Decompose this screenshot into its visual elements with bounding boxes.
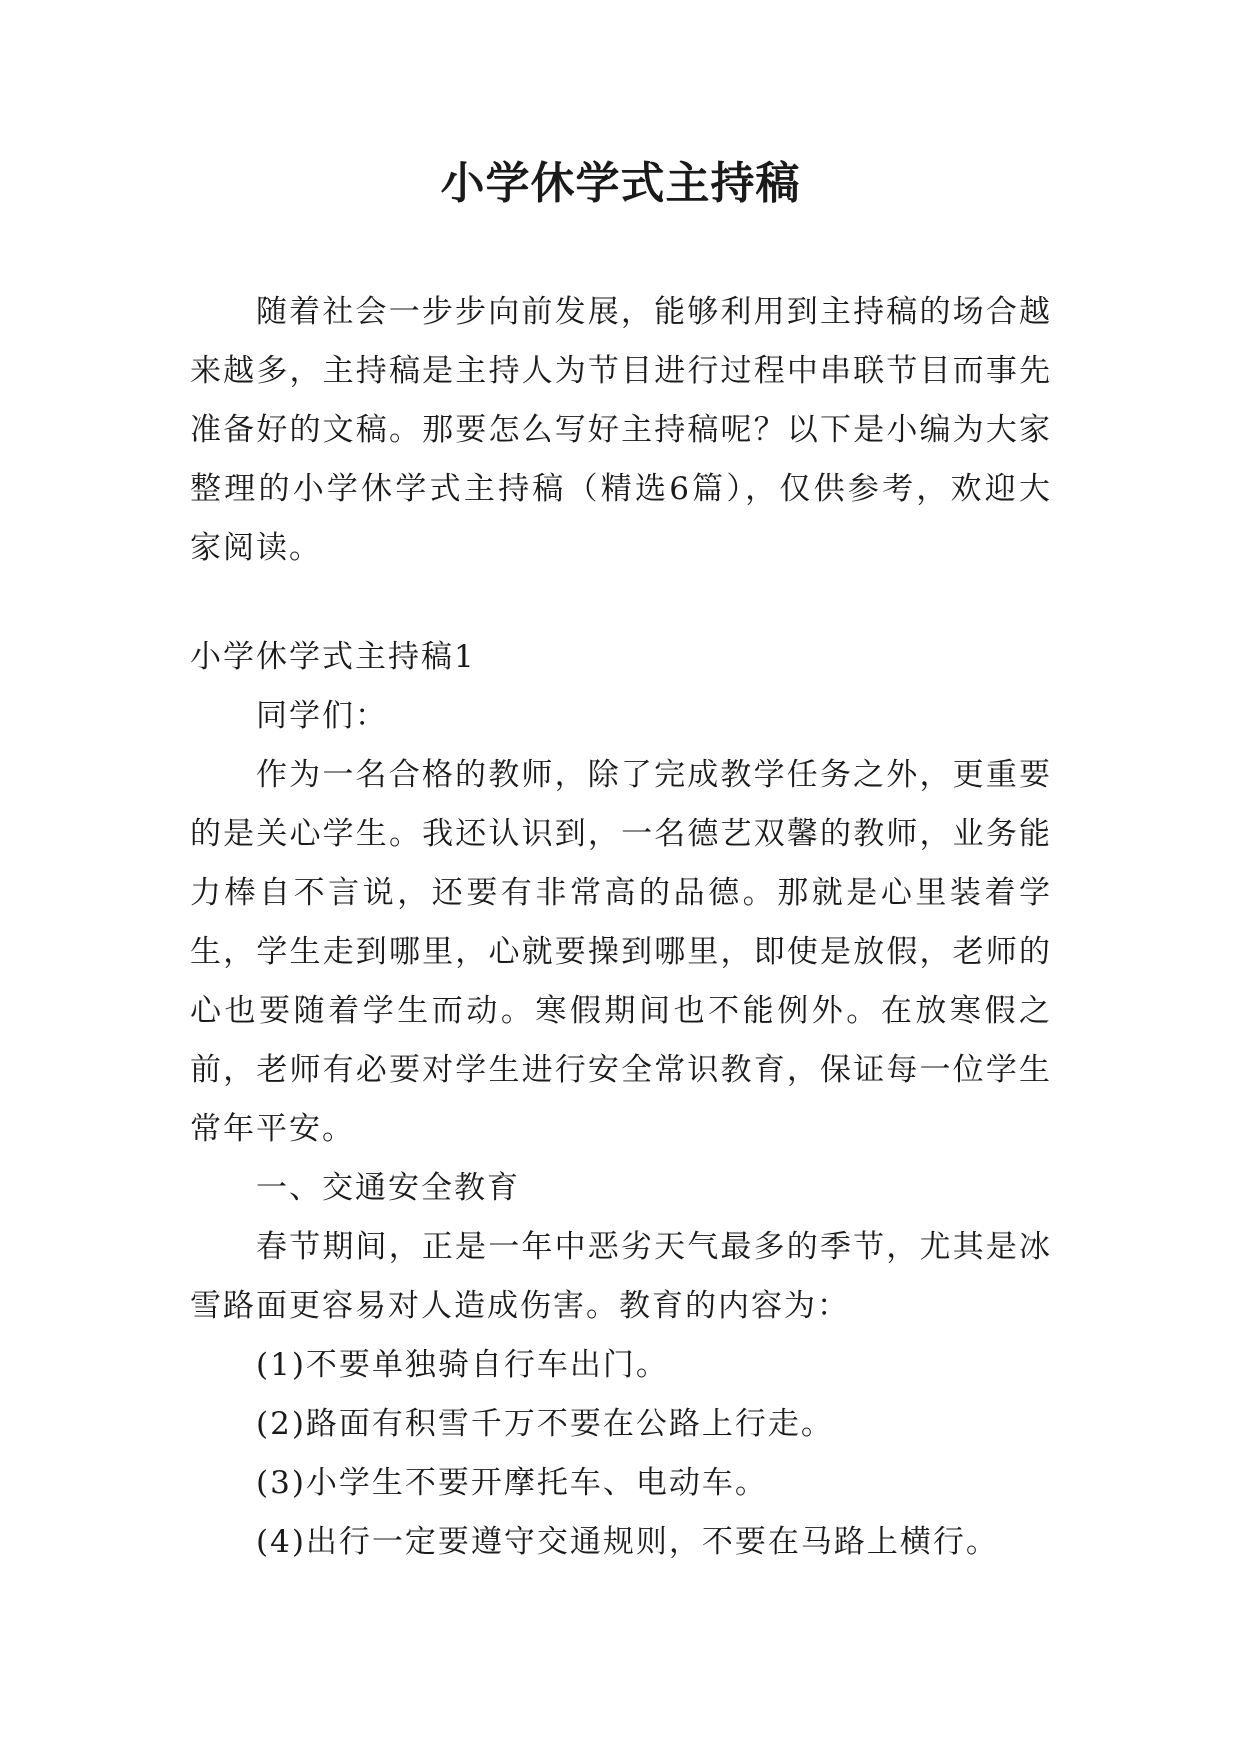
list-item: (1)不要单独骑自行车出门。 [256,1347,669,1383]
section-heading: 小学休学式主持稿1 [190,639,476,675]
body-paragraph: 作为一名合格的教师，除了完成教学任务之外，更重要的是关心学生。我还认识到，一名德艺双馨的教师，业务能力棒自不言说，还要有非常高的品德。那就是心里装着学生，学生走到哪里，心就要操到哪里，即使是放假，老师的心也要随着学生而动。寒假期间也不能例外。在放寒假之前，老师有必要对学生进行安全常识教育，保证每一位学生常年平安。 [190,757,1052,1147]
intro-paragraph: 随着社会一步步向前发展，能够利用到主持稿的场合越来越多，主持稿是主持人为节目进行过程中串联节目而事先准备好的文稿。那要怎么写好主持稿呢？以下是小编为大家整理的小学休学式主持稿（精选6篇），仅供参考，欢迎大家阅读。 [190,294,1052,566]
list-item: (4)出行一定要遵守交通规则，不要在马路上横行。 [256,1524,999,1560]
document-title: 小学休学式主持稿 [440,158,801,209]
list-item: (3)小学生不要开摩托车、电动车。 [256,1465,768,1501]
body-paragraph: 春节期间，正是一年中恶劣天气最多的季节，尤其是冰雪路面更容易对人造成伤害。教育的内容为： [190,1229,1052,1324]
article-section [190,628,1052,1572]
subsection-heading: 一、交通安全教育 [256,1170,520,1206]
salutation: 同学们： [256,698,388,734]
list-item: (2)路面有积雪千万不要在公路上行走。 [256,1406,834,1442]
